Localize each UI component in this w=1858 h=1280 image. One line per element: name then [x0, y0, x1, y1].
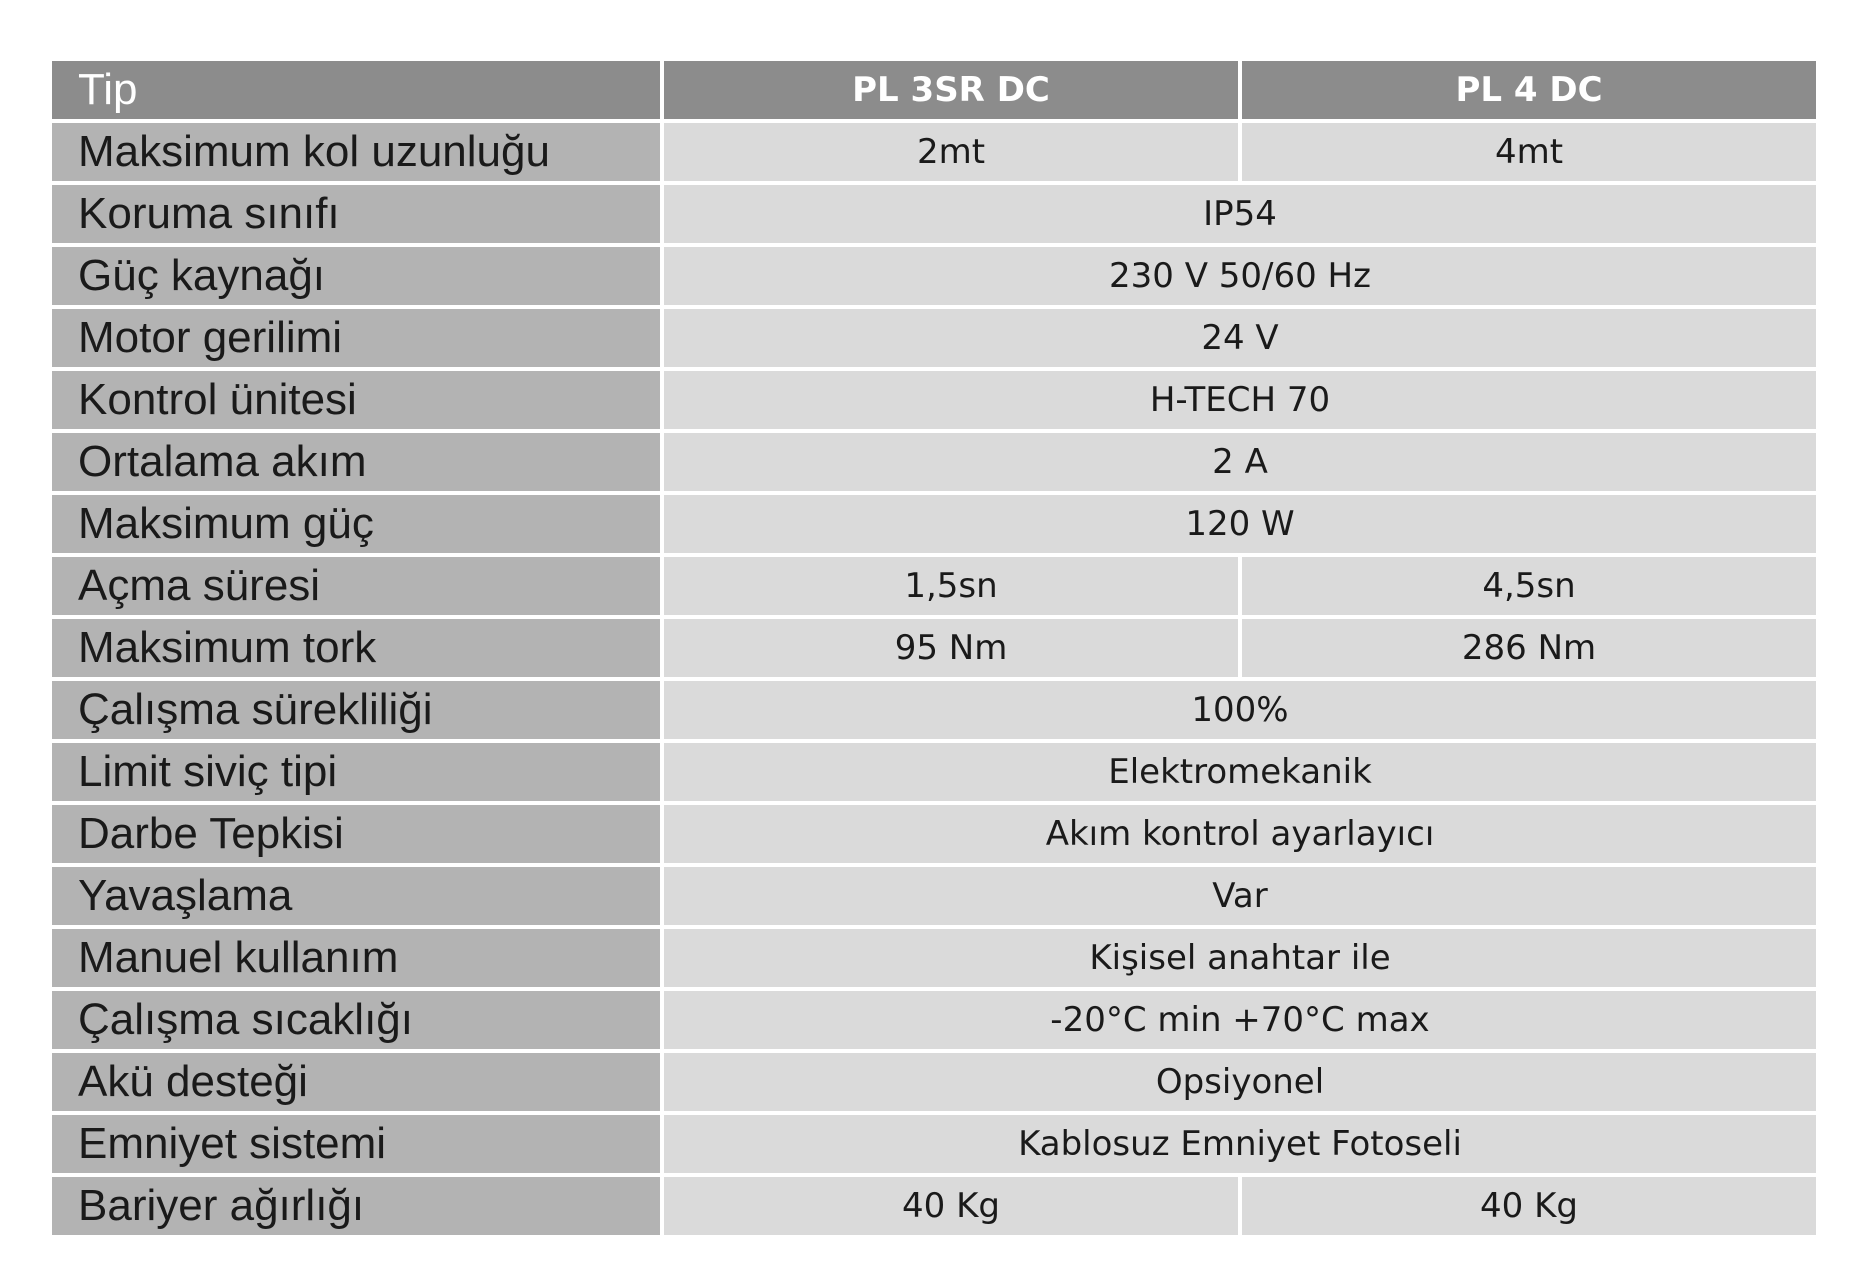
- row-label: Çalışma sıcaklığı: [50, 989, 662, 1051]
- row-impact-response: [50, 803, 1818, 865]
- row-barrier-weight: [50, 1175, 1818, 1237]
- value-shared: 24 V: [662, 307, 1818, 369]
- row-label: Maksimum güç: [50, 493, 662, 555]
- row-label: Darbe Tepkisi: [50, 803, 662, 865]
- header-model-pl-3sr-dc: PL 3SR DC: [662, 59, 1240, 121]
- row-label: Bariyer ağırlığı: [50, 1175, 662, 1237]
- value-shared: Var: [662, 865, 1818, 927]
- value-pl-3sr-dc: 40 Kg: [662, 1175, 1240, 1237]
- row-label: Emniyet sistemi: [50, 1113, 662, 1175]
- row-label: Kontrol ünitesi: [50, 369, 662, 431]
- row-label: Limit siviç tipi: [50, 741, 662, 803]
- row-label: Maksimum tork: [50, 617, 662, 679]
- row-manual-operation: [50, 927, 1818, 989]
- row-motor-voltage: [50, 307, 1818, 369]
- value-shared: Kablosuz Emniyet Fotoseli: [662, 1113, 1818, 1175]
- value-shared: 2 A: [662, 431, 1818, 493]
- row-power-supply: [50, 245, 1818, 307]
- value-shared: Kişisel anahtar ile: [662, 927, 1818, 989]
- value-shared: 230 V 50/60 Hz: [662, 245, 1818, 307]
- row-battery-support: [50, 1051, 1818, 1113]
- value-pl-3sr-dc: 95 Nm: [662, 617, 1240, 679]
- spec-table: [48, 57, 1820, 1239]
- value-shared: Opsiyonel: [662, 1051, 1818, 1113]
- row-label: Motor gerilimi: [50, 307, 662, 369]
- value-shared: 120 W: [662, 493, 1818, 555]
- value-pl-4-dc: 40 Kg: [1240, 1175, 1818, 1237]
- row-label: Akü desteği: [50, 1051, 662, 1113]
- value-pl-4-dc: 4,5sn: [1240, 555, 1818, 617]
- row-opening-time: [50, 555, 1818, 617]
- row-label: Çalışma sürekliliği: [50, 679, 662, 741]
- value-shared: -20°C min +70°C max: [662, 989, 1818, 1051]
- row-max-power: [50, 493, 1818, 555]
- value-shared: IP54: [662, 183, 1818, 245]
- row-max-torque: [50, 617, 1818, 679]
- value-pl-4-dc: 4mt: [1240, 121, 1818, 183]
- row-label: Güç kaynağı: [50, 245, 662, 307]
- row-protection-class: [50, 183, 1818, 245]
- header-type-label: Tip: [50, 59, 662, 121]
- row-label: Yavaşlama: [50, 865, 662, 927]
- value-shared: Akım kontrol ayarlayıcı: [662, 803, 1818, 865]
- value-pl-4-dc: 286 Nm: [1240, 617, 1818, 679]
- value-shared: 100%: [662, 679, 1818, 741]
- row-control-unit: [50, 369, 1818, 431]
- row-label: Manuel kullanım: [50, 927, 662, 989]
- header-model-pl-4-dc: PL 4 DC: [1240, 59, 1818, 121]
- row-slowdown: [50, 865, 1818, 927]
- header-row: [50, 59, 1818, 121]
- row-safety-system: [50, 1113, 1818, 1175]
- row-label: Koruma sınıfı: [50, 183, 662, 245]
- row-average-current: [50, 431, 1818, 493]
- value-shared: Elektromekanik: [662, 741, 1818, 803]
- row-duty-cycle: [50, 679, 1818, 741]
- value-pl-3sr-dc: 2mt: [662, 121, 1240, 183]
- value-pl-3sr-dc: 1,5sn: [662, 555, 1240, 617]
- row-label: Maksimum kol uzunluğu: [50, 121, 662, 183]
- row-operating-temperature: [50, 989, 1818, 1051]
- row-max-arm-length: [50, 121, 1818, 183]
- row-label: Açma süresi: [50, 555, 662, 617]
- value-shared: H-TECH 70: [662, 369, 1818, 431]
- row-limit-switch-type: [50, 741, 1818, 803]
- row-label: Ortalama akım: [50, 431, 662, 493]
